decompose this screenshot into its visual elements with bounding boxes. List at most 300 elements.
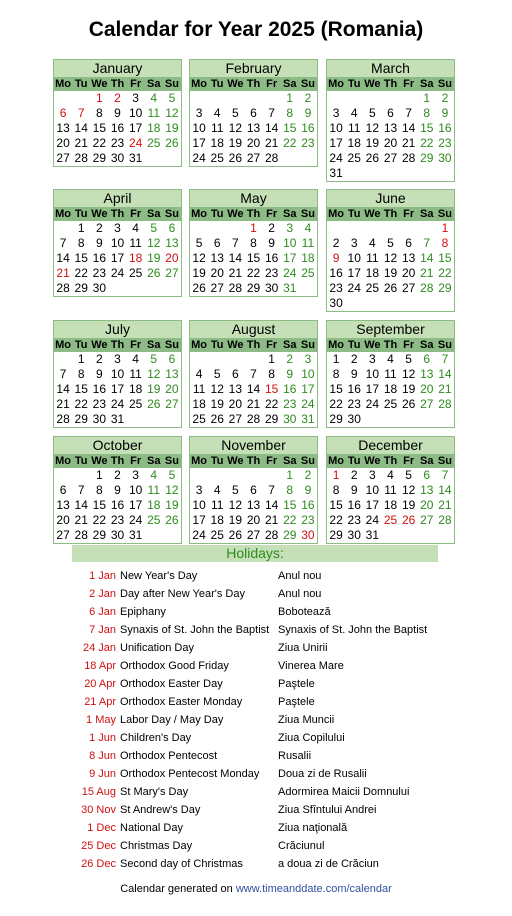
empty-cell — [226, 221, 244, 236]
day-cell: 19 — [401, 498, 416, 512]
holiday-name-en: Orthodox Easter Day — [120, 678, 223, 690]
day-cell: 24 — [110, 397, 125, 411]
day-cell: 10 — [365, 367, 380, 381]
day-cell: 14 — [264, 121, 279, 135]
day-cell: 29 — [438, 281, 452, 295]
day-cell: 28 — [74, 151, 88, 165]
day-cell: 8 — [96, 106, 103, 120]
day-cell: 15 — [92, 498, 107, 512]
day-cell: 6 — [168, 352, 176, 366]
month-name: June — [327, 190, 454, 207]
day-cell: 5 — [168, 91, 176, 105]
day-cell: 26 — [147, 397, 161, 411]
holiday-name-en: Orthodox Easter Monday — [120, 696, 243, 708]
day-cell: 14 — [56, 251, 70, 265]
weekday-label: Tu — [347, 455, 361, 467]
day-cell: 20 — [383, 136, 398, 150]
holiday-name-en: Christmas Day — [120, 840, 193, 852]
day-cell: 5 — [150, 221, 158, 235]
day-cell: 17 — [283, 251, 297, 265]
empty-cell — [190, 221, 208, 236]
weekday-label: Mo — [328, 208, 345, 220]
weekday-label: Th — [246, 78, 261, 90]
day-cell: 29 — [74, 412, 88, 426]
day-cell: 29 — [283, 528, 297, 542]
day-cell: 23 — [264, 266, 279, 280]
day-cell: 17 — [110, 382, 125, 396]
day-cell: 17 — [301, 382, 315, 396]
weekday-label: Su — [437, 78, 452, 90]
weekday-label: Su — [300, 339, 315, 351]
day-cell: 2 — [96, 221, 103, 235]
weekday-label: Th — [246, 208, 261, 220]
day-cell: 12 — [165, 483, 179, 497]
empty-cell — [244, 91, 262, 106]
holiday-row — [72, 801, 492, 819]
holiday-name-ro: Anul nou — [278, 570, 322, 582]
weekday-label: Sa — [420, 208, 434, 220]
day-cell: 23 — [347, 397, 361, 411]
day-cell: 16 — [264, 251, 279, 265]
day-cell: 12 — [401, 367, 416, 381]
day-cell: 18 — [147, 498, 161, 512]
weekday-label: We — [227, 455, 244, 467]
weekday-label: Fr — [403, 455, 415, 467]
day-cell: 8 — [332, 367, 340, 381]
day-cell: 3 — [114, 221, 121, 235]
weekday-label: Sa — [283, 339, 297, 351]
month-name: October — [54, 437, 181, 454]
weekday-label: Tu — [210, 339, 224, 351]
weekday-header — [190, 207, 317, 221]
holiday-name-en: Synaxis of St. John the Baptist — [120, 624, 270, 636]
day-cell: 4 — [150, 91, 158, 105]
day-cell: 11 — [210, 498, 224, 512]
footer-text: Calendar generated on — [120, 883, 236, 895]
day-cell: 25 — [365, 281, 380, 295]
day-cell: 21 — [56, 266, 70, 280]
weekday-label: Tu — [74, 78, 88, 90]
day-cell: 6 — [387, 106, 394, 120]
day-cell: 8 — [441, 236, 449, 250]
day-cell: 14 — [401, 121, 416, 135]
day-cell: 7 — [405, 106, 412, 120]
days-grid — [190, 468, 317, 543]
day-cell: 24 — [365, 513, 380, 527]
day-cell: 11 — [192, 382, 206, 396]
month-june — [326, 189, 455, 312]
holiday-name-en: New Year's Day — [120, 570, 198, 582]
weekday-label: Su — [164, 339, 179, 351]
holiday-row — [72, 837, 492, 855]
day-cell: 5 — [232, 106, 239, 120]
day-cell: 10 — [301, 367, 315, 381]
holiday-date: 21 Apr — [84, 696, 116, 708]
empty-cell — [208, 468, 226, 483]
month-may — [189, 189, 318, 297]
day-cell: 20 — [246, 513, 261, 527]
weekday-label: We — [227, 208, 244, 220]
day-cell: 10 — [110, 236, 125, 250]
day-cell: 2 — [114, 468, 121, 482]
weekday-label: Tu — [347, 339, 361, 351]
day-cell: 15 — [74, 382, 88, 396]
empty-cell — [263, 91, 281, 106]
footer-link[interactable]: www.timeanddate.com/calendar — [235, 883, 392, 895]
day-cell: 10 — [192, 498, 206, 512]
day-cell: 11 — [147, 106, 160, 120]
month-name: September — [327, 321, 454, 338]
day-cell: 20 — [420, 498, 434, 512]
weekday-header — [190, 454, 317, 468]
day-cell: 5 — [369, 106, 376, 120]
day-cell: 27 — [420, 397, 434, 411]
holiday-row — [72, 711, 492, 729]
day-cell: 30 — [110, 528, 125, 542]
day-cell: 26 — [210, 412, 224, 426]
day-cell: 25 — [210, 151, 224, 165]
day-cell: 25 — [147, 513, 161, 527]
weekday-label: Fr — [266, 339, 278, 351]
day-cell: 18 — [365, 266, 380, 280]
day-cell: 10 — [365, 483, 380, 497]
weekday-label: We — [91, 78, 108, 90]
weekday-label: Fr — [130, 78, 142, 90]
day-cell: 18 — [383, 382, 398, 396]
day-cell: 20 — [210, 266, 224, 280]
day-cell: 29 — [74, 281, 88, 295]
month-name: March — [327, 60, 454, 77]
holiday-row — [72, 603, 492, 621]
day-cell: 5 — [150, 352, 158, 366]
day-cell: 28 — [56, 412, 70, 426]
day-cell: 12 — [192, 251, 206, 265]
day-cell: 9 — [96, 367, 103, 381]
day-cell: 12 — [147, 236, 161, 250]
day-cell: 28 — [56, 281, 70, 295]
day-cell: 25 — [301, 266, 315, 280]
day-cell: 27 — [420, 513, 434, 527]
day-cell: 28 — [264, 528, 279, 542]
day-cell: 16 — [92, 251, 107, 265]
day-cell: 27 — [383, 151, 398, 165]
holiday-date: 2 Jan — [89, 588, 116, 600]
empty-cell — [208, 352, 226, 367]
day-cell: 23 — [110, 136, 125, 150]
weekday-label: Fr — [130, 208, 142, 220]
day-cell: 2 — [441, 91, 449, 105]
day-cell: 30 — [347, 528, 361, 542]
weekday-label: We — [227, 339, 244, 351]
day-cell: 29 — [329, 528, 343, 542]
weekday-label: We — [364, 78, 381, 90]
day-cell: 18 — [128, 382, 143, 396]
day-cell: 20 — [165, 251, 179, 265]
day-cell: 17 — [365, 498, 380, 512]
holiday-row — [72, 585, 492, 603]
holiday-name-ro: Paştele — [278, 696, 315, 708]
empty-cell — [363, 91, 381, 106]
weekday-label: Fr — [403, 339, 415, 351]
day-cell: 4 — [150, 468, 158, 482]
holiday-name-en: Day after New Year's Day — [120, 588, 245, 600]
day-cell: 17 — [110, 251, 125, 265]
day-cell: 22 — [283, 136, 297, 150]
day-cell: 6 — [423, 352, 431, 366]
month-name: April — [54, 190, 181, 207]
days-grid — [54, 91, 181, 166]
holiday-name-ro: Ziua naţională — [278, 822, 348, 834]
day-cell: 22 — [283, 513, 297, 527]
day-cell: 25 — [128, 397, 143, 411]
day-cell: 12 — [228, 498, 243, 512]
weekday-label: Mo — [55, 455, 72, 467]
day-cell: 5 — [405, 468, 412, 482]
day-cell: 14 — [74, 121, 88, 135]
day-cell: 30 — [264, 281, 279, 295]
month-november — [189, 436, 318, 544]
day-cell: 21 — [74, 513, 88, 527]
day-cell: 19 — [192, 266, 206, 280]
empty-cell — [208, 91, 226, 106]
day-cell: 30 — [438, 151, 452, 165]
day-cell: 4 — [195, 367, 203, 381]
weekday-label: Sa — [283, 208, 297, 220]
day-cell: 6 — [250, 106, 257, 120]
holiday-date: 30 Nov — [81, 804, 116, 816]
holiday-date: 26 Dec — [81, 858, 116, 870]
holidays-list — [72, 567, 492, 873]
day-cell: 14 — [228, 251, 243, 265]
day-cell: 7 — [59, 367, 67, 381]
day-cell: 6 — [405, 236, 412, 250]
day-cell: 20 — [420, 382, 434, 396]
day-cell: 1 — [332, 352, 340, 366]
weekday-header — [54, 77, 181, 91]
day-cell: 16 — [301, 498, 315, 512]
holiday-date: 1 Jan — [89, 570, 116, 582]
holiday-name-en: Second day of Christmas — [120, 858, 243, 870]
weekday-label: Tu — [347, 78, 361, 90]
day-cell: 9 — [268, 236, 275, 250]
weekday-label: Su — [437, 455, 452, 467]
weekday-header — [54, 454, 181, 468]
day-cell: 16 — [110, 498, 125, 512]
weekday-label: We — [91, 455, 108, 467]
holiday-date: 24 Jan — [82, 642, 116, 654]
day-cell: 28 — [264, 151, 279, 165]
empty-cell — [54, 221, 72, 236]
day-cell: 4 — [387, 352, 394, 366]
holiday-name-ro: Adormirea Maicii Domnului — [278, 786, 410, 798]
weekday-label: We — [227, 78, 244, 90]
day-cell: 8 — [423, 106, 431, 120]
day-cell: 6 — [168, 221, 176, 235]
day-cell: 1 — [441, 221, 449, 235]
holiday-date: 1 Dec — [87, 822, 116, 834]
day-cell: 3 — [332, 106, 340, 120]
day-cell: 26 — [192, 281, 206, 295]
day-cell: 11 — [129, 367, 142, 381]
empty-cell — [244, 352, 262, 367]
day-cell: 31 — [283, 281, 297, 295]
month-april — [53, 189, 182, 297]
weekday-label: Tu — [347, 208, 361, 220]
day-cell: 7 — [441, 468, 449, 482]
day-cell: 23 — [92, 397, 107, 411]
weekday-header — [327, 207, 454, 221]
holiday-name-ro: Ziua Muncii — [278, 714, 335, 726]
holiday-date: 7 Jan — [89, 624, 116, 636]
day-cell: 22 — [329, 397, 343, 411]
day-cell: 24 — [365, 397, 380, 411]
day-cell: 8 — [77, 367, 85, 381]
day-cell: 29 — [264, 412, 279, 426]
weekday-label: Su — [437, 339, 452, 351]
day-cell: 13 — [56, 498, 70, 512]
day-cell: 1 — [77, 221, 85, 235]
day-cell: 15 — [283, 121, 297, 135]
day-cell: 12 — [228, 121, 243, 135]
days-grid — [54, 468, 181, 543]
day-cell: 13 — [420, 367, 434, 381]
weekday-label: Sa — [147, 208, 161, 220]
holiday-row — [72, 621, 492, 639]
day-cell: 19 — [165, 121, 179, 135]
day-cell: 10 — [347, 251, 361, 265]
days-grid — [54, 221, 181, 296]
day-cell: 19 — [228, 136, 243, 150]
day-cell: 18 — [128, 251, 143, 265]
day-cell: 13 — [210, 251, 224, 265]
month-february — [189, 59, 318, 167]
day-cell: 29 — [246, 281, 261, 295]
day-cell: 18 — [147, 121, 161, 135]
day-cell: 29 — [420, 151, 434, 165]
day-cell: 19 — [365, 136, 380, 150]
day-cell: 6 — [250, 483, 257, 497]
day-cell: 17 — [347, 266, 361, 280]
day-cell: 13 — [401, 251, 416, 265]
day-cell: 7 — [441, 352, 449, 366]
day-cell: 5 — [387, 236, 394, 250]
holiday-date: 9 Jun — [89, 768, 116, 780]
weekday-label: Mo — [328, 455, 345, 467]
day-cell: 23 — [92, 266, 107, 280]
day-cell: 4 — [369, 236, 376, 250]
weekday-label: Su — [437, 208, 452, 220]
day-cell: 18 — [301, 251, 315, 265]
weekday-label: Th — [383, 339, 398, 351]
day-cell: 16 — [347, 498, 361, 512]
empty-cell — [190, 468, 208, 483]
day-cell: 17 — [128, 121, 143, 135]
month-september — [326, 320, 455, 428]
holiday-row — [72, 783, 492, 801]
weekday-header — [327, 454, 454, 468]
day-cell: 1 — [286, 91, 294, 105]
weekday-label: Mo — [328, 339, 345, 351]
day-cell: 2 — [304, 91, 312, 105]
holiday-name-en: Orthodox Pentecost — [120, 750, 218, 762]
day-cell: 24 — [283, 266, 297, 280]
day-cell: 3 — [369, 468, 376, 482]
day-cell: 10 — [110, 367, 125, 381]
empty-cell — [381, 221, 399, 236]
holiday-date: 1 May — [86, 714, 116, 726]
day-cell: 22 — [420, 136, 434, 150]
month-name: November — [190, 437, 317, 454]
day-cell: 12 — [401, 483, 416, 497]
day-cell: 12 — [165, 106, 179, 120]
empty-cell — [54, 352, 72, 367]
day-cell: 17 — [128, 498, 143, 512]
holiday-row — [72, 729, 492, 747]
weekday-label: Th — [110, 208, 125, 220]
day-cell: 7 — [59, 236, 67, 250]
month-name: July — [54, 321, 181, 338]
day-cell: 18 — [347, 136, 361, 150]
weekday-label: Fr — [266, 208, 278, 220]
day-cell: 4 — [132, 352, 139, 366]
day-cell: 19 — [147, 382, 161, 396]
day-cell: 1 — [423, 91, 431, 105]
day-cell: 16 — [92, 382, 107, 396]
day-cell: 31 — [365, 528, 380, 542]
holiday-date: 15 Aug — [81, 786, 116, 798]
month-july — [53, 320, 182, 428]
holiday-name-ro: Crăciunul — [278, 840, 325, 852]
day-cell: 13 — [246, 121, 261, 135]
day-cell: 28 — [228, 281, 243, 295]
day-cell: 16 — [301, 121, 315, 135]
empty-cell — [226, 91, 244, 106]
day-cell: 8 — [332, 483, 340, 497]
day-cell: 11 — [384, 483, 397, 497]
day-cell: 9 — [350, 367, 358, 381]
day-cell: 4 — [132, 221, 139, 235]
holiday-row — [72, 567, 492, 585]
weekday-header — [190, 338, 317, 352]
weekday-label: Th — [383, 78, 398, 90]
empty-cell — [72, 468, 90, 483]
weekday-label: Sa — [420, 78, 434, 90]
weekday-label: Su — [300, 455, 315, 467]
day-cell: 30 — [92, 412, 107, 426]
day-cell: 2 — [286, 352, 294, 366]
day-cell: 8 — [250, 236, 257, 250]
page-title: Calendar for Year 2025 (Romania) — [88, 18, 424, 41]
weekday-header — [327, 338, 454, 352]
day-cell: 15 — [329, 498, 343, 512]
day-cell: 26 — [165, 513, 179, 527]
day-cell: 24 — [301, 397, 315, 411]
empty-cell — [400, 221, 418, 236]
day-cell: 2 — [114, 91, 121, 105]
holiday-name-en: Epiphany — [120, 606, 166, 618]
day-cell: 24 — [128, 136, 143, 150]
day-cell: 2 — [350, 352, 358, 366]
day-cell: 26 — [228, 528, 243, 542]
days-grid — [54, 352, 181, 427]
empty-cell — [190, 352, 208, 367]
day-cell: 23 — [301, 513, 315, 527]
day-cell: 23 — [283, 397, 297, 411]
day-cell: 10 — [192, 121, 206, 135]
day-cell: 7 — [77, 106, 85, 120]
weekday-label: We — [364, 208, 381, 220]
day-cell: 28 — [401, 151, 416, 165]
